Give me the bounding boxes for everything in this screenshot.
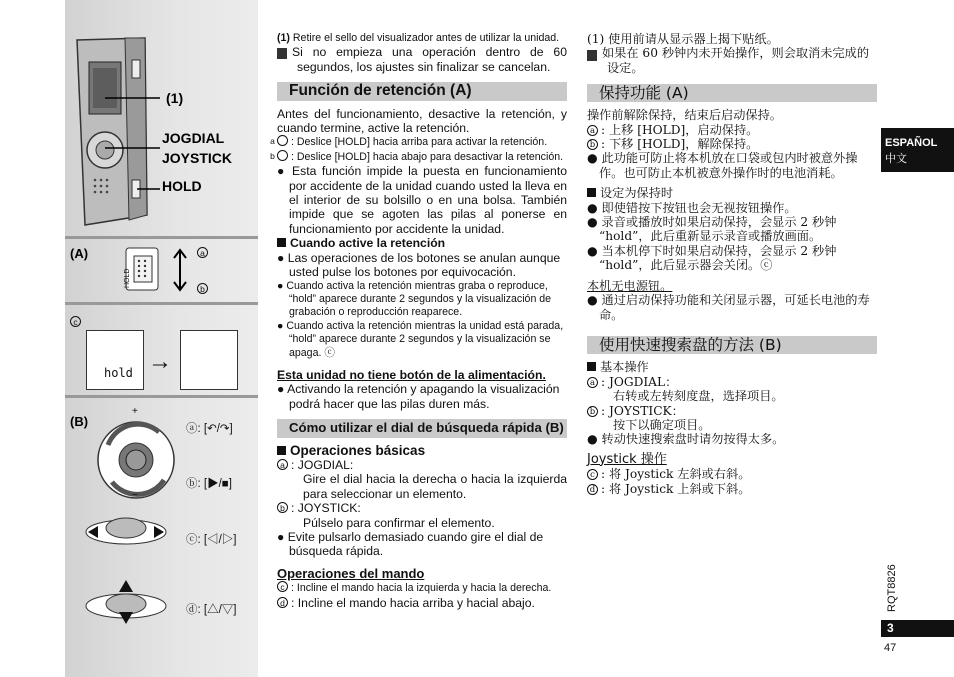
zh-power-1: 通过启动保持功能和关闭显示器，可延长电池的寿命。	[599, 293, 870, 322]
display-hold-text: hold	[104, 366, 133, 380]
model-code: RQT8826	[886, 564, 898, 612]
hold-b: Deslice [HOLD] hacia abajo para desactivar la retención.	[296, 150, 564, 163]
lang-zh: 中文	[885, 152, 907, 165]
dial-section-title: Cómo utilizar el dial de búsqueda rápida (B)	[277, 419, 567, 437]
divider	[65, 302, 258, 305]
zh-hold-bullet: 此功能可防止将本机放在口袋或包内时被意外操作。也可防止本机被意外操作时的电池消耗。	[599, 151, 858, 180]
fig-b-label: (B)	[70, 414, 89, 429]
zh-basic-bullet: 转动快速搜索盘时请勿按得太多。	[601, 432, 785, 447]
language-tab	[881, 128, 954, 172]
label-jogdial: JOGDIAL	[162, 130, 225, 146]
zh-dial-section-title: 使用快速搜索盘的方法 (B)	[587, 336, 877, 354]
display-hold	[86, 330, 144, 390]
zh-basic-a-label: JOGDIAL：	[608, 374, 678, 389]
zh-set-2: 录音或播放时如果启动保持，会显示 2 秒钟 “hold”，此后重新显示录音或播放画面。	[599, 215, 837, 244]
zh-set-1: 即使错按下按钮也会无视按钮操作。	[601, 200, 797, 215]
label-one: (1)	[166, 90, 184, 106]
hold-bullet: Esta función impide la puesta en funcionamiento por accidente de la unidad cuando usted la lleva en el interior de su bolsillo o en una bolsa. También impide que se agoten las pilas al ponerse en funcionamiento por accidente la unidad.	[289, 164, 567, 236]
basic-a-text: Gire el dial hacia la derecha o hacia la izquierda para seleccionar un elemento.	[303, 472, 567, 501]
power-title: Esta unidad no tiene botón de la alimentación.	[277, 367, 546, 382]
basic-title: Operaciones básicas	[290, 442, 426, 458]
fig-a-marker-a: a	[197, 246, 211, 260]
hold-a: Deslice [HOLD] hacia arriba para activar la retención.	[296, 136, 548, 149]
zh-intro-2: 如果在 60 秒钟内未开始操作，则会取消未完成的设定。	[602, 46, 870, 76]
display-off	[180, 330, 238, 390]
page-number: 47	[884, 642, 897, 654]
zh-basic-title: 基本操作	[600, 360, 649, 375]
legend-b: ⓑ: [▶/■]	[186, 478, 232, 490]
chinese-column: (1) 使用前请从显示器上揭下贴纸。 ! 如果在 60 秒钟内未开始操作，则会取消未完成的设定。 保持功能 (A) 操作前解除保持，结束后启动保持。 a : 上移 [HOLD]，启动保持。 b : 下移 [HOLD]，解除保持。 ● 此功能可防止将本机放在口袋或包内时被意外操作。也可防止本机被意外操作时的电池消耗。 设定为保持时 ● 即使错按下按钮也会无视按钮操作。 ● 录音或播放时如果启动保持，会显示 2 秒钟 “hold”，此后重新显示录音或播放画面。 ● 当本机停下时如果启动保持，会显示 2 秒钟 “hold”，此后显示器会关闭。ⓒ 本机无电源钮。 ● 通过启动保持功能和关闭显示器，可延长电池的寿命。 使用快速搜索盘的方法 (B) 基本操作 a : JOGDIAL： 右转或左转刻度盘，选择项目。 b : JOYSTICK： 按下以确定项目。 ● 转动快速搜索盘时请勿按得太多。 Joystick 操作 c : 将 Joystick 左斜或右斜。 d : 将 Joystick 上斜或下斜。	[587, 32, 877, 496]
basic-a-label: JOGDIAL:	[297, 457, 354, 472]
legend-d: ⓓ: [△/▽]	[186, 604, 237, 616]
divider	[65, 236, 258, 239]
hold-intro: Antes del funcionamiento, desactive la retención, y cuando termine, active la retención.	[277, 106, 567, 136]
label-joystick: JOYSTICK	[162, 150, 233, 166]
zh-basic-b-text: 按下以确定项目。	[613, 417, 711, 432]
lever-title: Operaciones del mando	[277, 565, 425, 581]
spanish-column: (1) Retire el sello del visualizador antes de utilizar la unidad. ! Si no empieza una operación dentro de 60 segundos, los ajustes sin finalizar se cancelan. Función de retención (A) Antes del funcionamiento, desactive la retención, y cuando termine, active la retención. a : Deslice [HOLD] hacia arriba para activar la retención. b : Deslice [HOLD] hacia abajo para desactivar la retención. ● Esta función impide la puesta en funcionamiento por accidente de la unidad cuando usted la lleva en el interior de su bolsillo o en una bolsa. También impide que se agoten las pilas al ponerse en funcionamiento por accidente la unidad. Cuando active la retención ● Las operaciones de los botones se anulan aunque usted pulse los botones por equivocación. ● Cuando activa la retención mientras graba o reproduce, “hold” aparece durante 2 segundos y la visualización de grabación o reproducción reaparece. ● Cuando activa la retención mientras la unidad está parada, “hold” aparece durante 2 segundos y la visualización se apaga. ⓒ Esta unidad no tiene botón de la alimentación. ● Activando la retención y apagando la visualización podrá hacer que las pilas duren más. Cómo utilizar el dial de búsqueda rápida (B) Operaciones básicas a : JOGDIAL: Gire el dial hacia la derecha o hacia la izquierda para seleccionar un elemento. b : JOYSTICK: Púlselo para confirmar el elemento. ● Evite pulsarlo demasiado cuando gire el dial de búsqueda rápida. Operaciones del mando c : Incline el mando hacia la izquierda y hacia la derecha. d : Incline el mando hacia arriba y hacial abajo.	[270, 32, 567, 610]
power-1: Activando la retención y apagando la visualización podrá hacer que las pilas duren más.	[287, 382, 560, 411]
zh-power-title: 本机无电源钮。	[587, 278, 673, 293]
warning-icon: !	[277, 48, 287, 59]
hold-switch-text: HOLD	[124, 268, 131, 288]
arrow-right-icon: →	[148, 348, 172, 375]
lever-d: Incline el mando hacia arriba y hacial abajo.	[297, 595, 535, 610]
legend-c: ⓒ: [◁/▷]	[186, 534, 237, 546]
zh-basic-a-text: 右转或左转刻度盘，选择项目。	[613, 389, 784, 404]
zh-lever-title: Joystick 操作	[587, 451, 667, 467]
when-2: Cuando activa la retención mientras graba o reproduce, “hold” aparece durante 2 segundos y la visualización de grabación o reproducción reaparece.	[286, 279, 552, 319]
jogdial-illustration	[84, 410, 194, 630]
intro-number: (1)	[277, 32, 290, 44]
label-hold: HOLD	[162, 178, 202, 194]
zh-hold-a: 上移 [HOLD]，启动保持。	[608, 122, 759, 137]
when-1: Las operaciones de los botones se anulan aunque usted pulse los botones por equivocación.	[287, 250, 561, 280]
plus-sign: +	[132, 406, 138, 417]
intro-1: Retire el sello del visualizador antes de utilizar la unidad.	[292, 32, 560, 44]
lang-es: ESPAÑOL	[885, 137, 938, 149]
zh-lever-c: 将 Joystick 左斜或右斜。	[608, 467, 751, 482]
when-3: Cuando activa la retención mientras la unidad está parada, “hold” aparece durante 2 segundos y la visualización se apaga. ⓒ	[286, 319, 564, 359]
fig-a-marker-b: b	[197, 282, 211, 296]
intro-2: Si no empieza una operación dentro de 60 segundos, los ajustes sin finalizar se cancelan.	[292, 45, 567, 74]
divider	[65, 395, 258, 398]
zh-hold-b: 下移 [HOLD]，解除保持。	[608, 137, 759, 152]
device-illustration	[65, 0, 258, 236]
basic-bullet: Evite pulsarlo demasiado cuando gire el dial de búsqueda rápida.	[287, 530, 544, 559]
zh-hold-section-title: 保持功能 (A)	[587, 84, 877, 102]
zh-hold-intro: 操作前解除保持，结束后启动保持。	[587, 108, 782, 123]
basic-b-label: JOYSTICK:	[297, 501, 361, 516]
zh-set-3: 当本机停下时如果启动保持，会显示 2 秒钟 “hold”，此后显示器会关闭。ⓒ	[599, 243, 837, 273]
zh-lever-d: 将 Joystick 上斜或下斜。	[608, 481, 751, 496]
minus-sign: −	[132, 490, 138, 501]
page-box: 3	[881, 620, 954, 637]
when-title: Cuando active la retención	[290, 236, 446, 251]
basic-b-text: Púlselo para confirmar el elemento.	[303, 515, 495, 530]
warning-icon: !	[587, 50, 597, 61]
hold-section-title: Función de retención (A)	[277, 82, 567, 100]
legend-a: ⓐ: [↶/↷]	[186, 423, 233, 435]
lever-c: Incline el mando hacia la izquierda y hacia la derecha.	[296, 582, 552, 595]
zh-basic-b-label: JOYSTICK：	[608, 403, 684, 418]
zh-set-title: 设定为保持时	[600, 186, 674, 201]
fig-c-marker: c	[70, 315, 84, 329]
zh-intro-1: (1) 使用前请从显示器上揭下贴纸。	[587, 32, 779, 46]
fig-a-label: (A)	[70, 246, 89, 261]
